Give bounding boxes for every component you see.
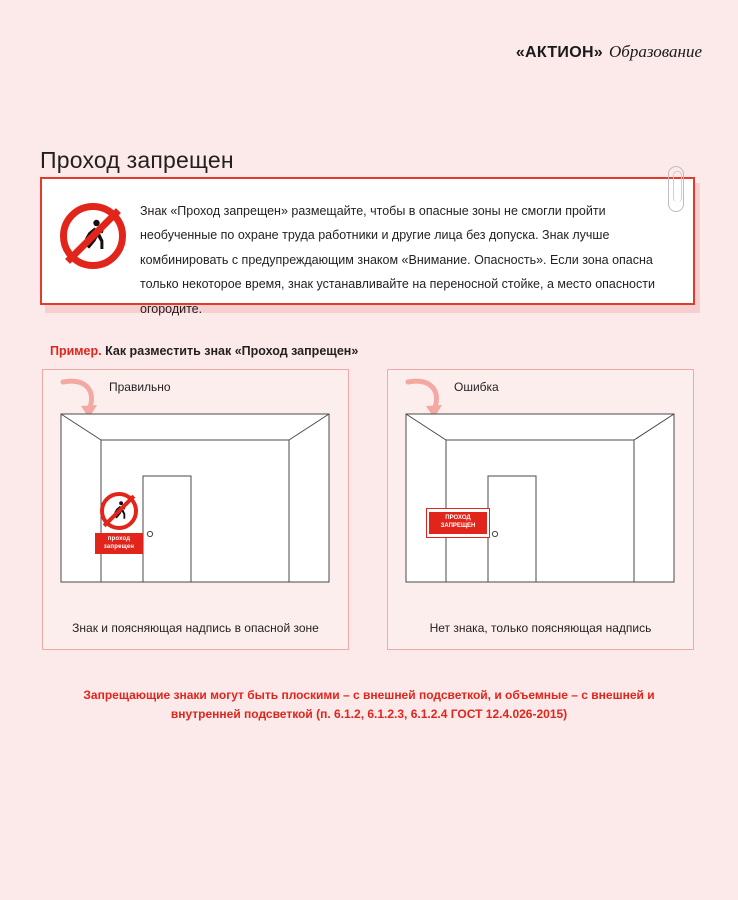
wall-sign-correct	[95, 492, 143, 554]
sign-plate-error	[429, 512, 487, 534]
sign-plate-line-1: ПРОХОД	[445, 515, 471, 521]
callout-box	[40, 177, 695, 316]
wall-sign-error	[426, 508, 490, 538]
callout-text: Знак «Проход запрещен» размещайте, чтобы в опасные зоны не смогли пройти необученные по охране труда работники и другие лица без допуска. Знак лучше комбинировать с предупреждающим знаком «Внимание. Опасность». Если зона опасна только некоторое время, знак устанавливайте на переносной стойке, а место опасности огородите.	[140, 204, 655, 316]
room-illustration-error	[400, 400, 683, 602]
example-panel-correct	[42, 369, 349, 650]
no-pedestrian-sign-icon	[60, 203, 126, 269]
panel-caption-correct: Знак и поясняющая надпись в опасной зоне	[72, 621, 319, 635]
sign-plate-line-1: проход	[107, 536, 131, 542]
panel-caption-error: Нет знака, только поясняющая надпись	[429, 621, 652, 635]
panel-label-error: Ошибка	[454, 380, 499, 394]
panel-label-correct: Правильно	[109, 380, 171, 394]
example-heading-lead: Пример.	[50, 344, 102, 358]
no-pedestrian-sign-icon-small	[100, 492, 138, 530]
example-panel-error	[387, 369, 694, 650]
brand-logo	[516, 42, 702, 62]
page-title: Проход запрещен	[40, 147, 234, 174]
sign-plate-line-2: ЗАПРЕЩЕН	[440, 522, 476, 529]
example-heading-rest: Как разместить знак «Проход запрещен»	[101, 344, 359, 358]
footnote: Запрещающие знаки могут быть плоскими – с внешней подсветкой, и объемные – с внешней и внутренней подсветкой (п. 6.1.2, 6.1.2.3, 6.1.2.4 ГОСТ 12.4.026-2015)	[83, 688, 655, 722]
brand-mark: «АКТИОН»	[515, 44, 604, 61]
sign-plate-correct	[95, 533, 143, 554]
brand-word: Образование	[609, 42, 702, 61]
sign-plate-line-2: запрещен	[103, 543, 135, 550]
paperclip-icon	[668, 166, 684, 212]
example-heading	[50, 344, 358, 358]
